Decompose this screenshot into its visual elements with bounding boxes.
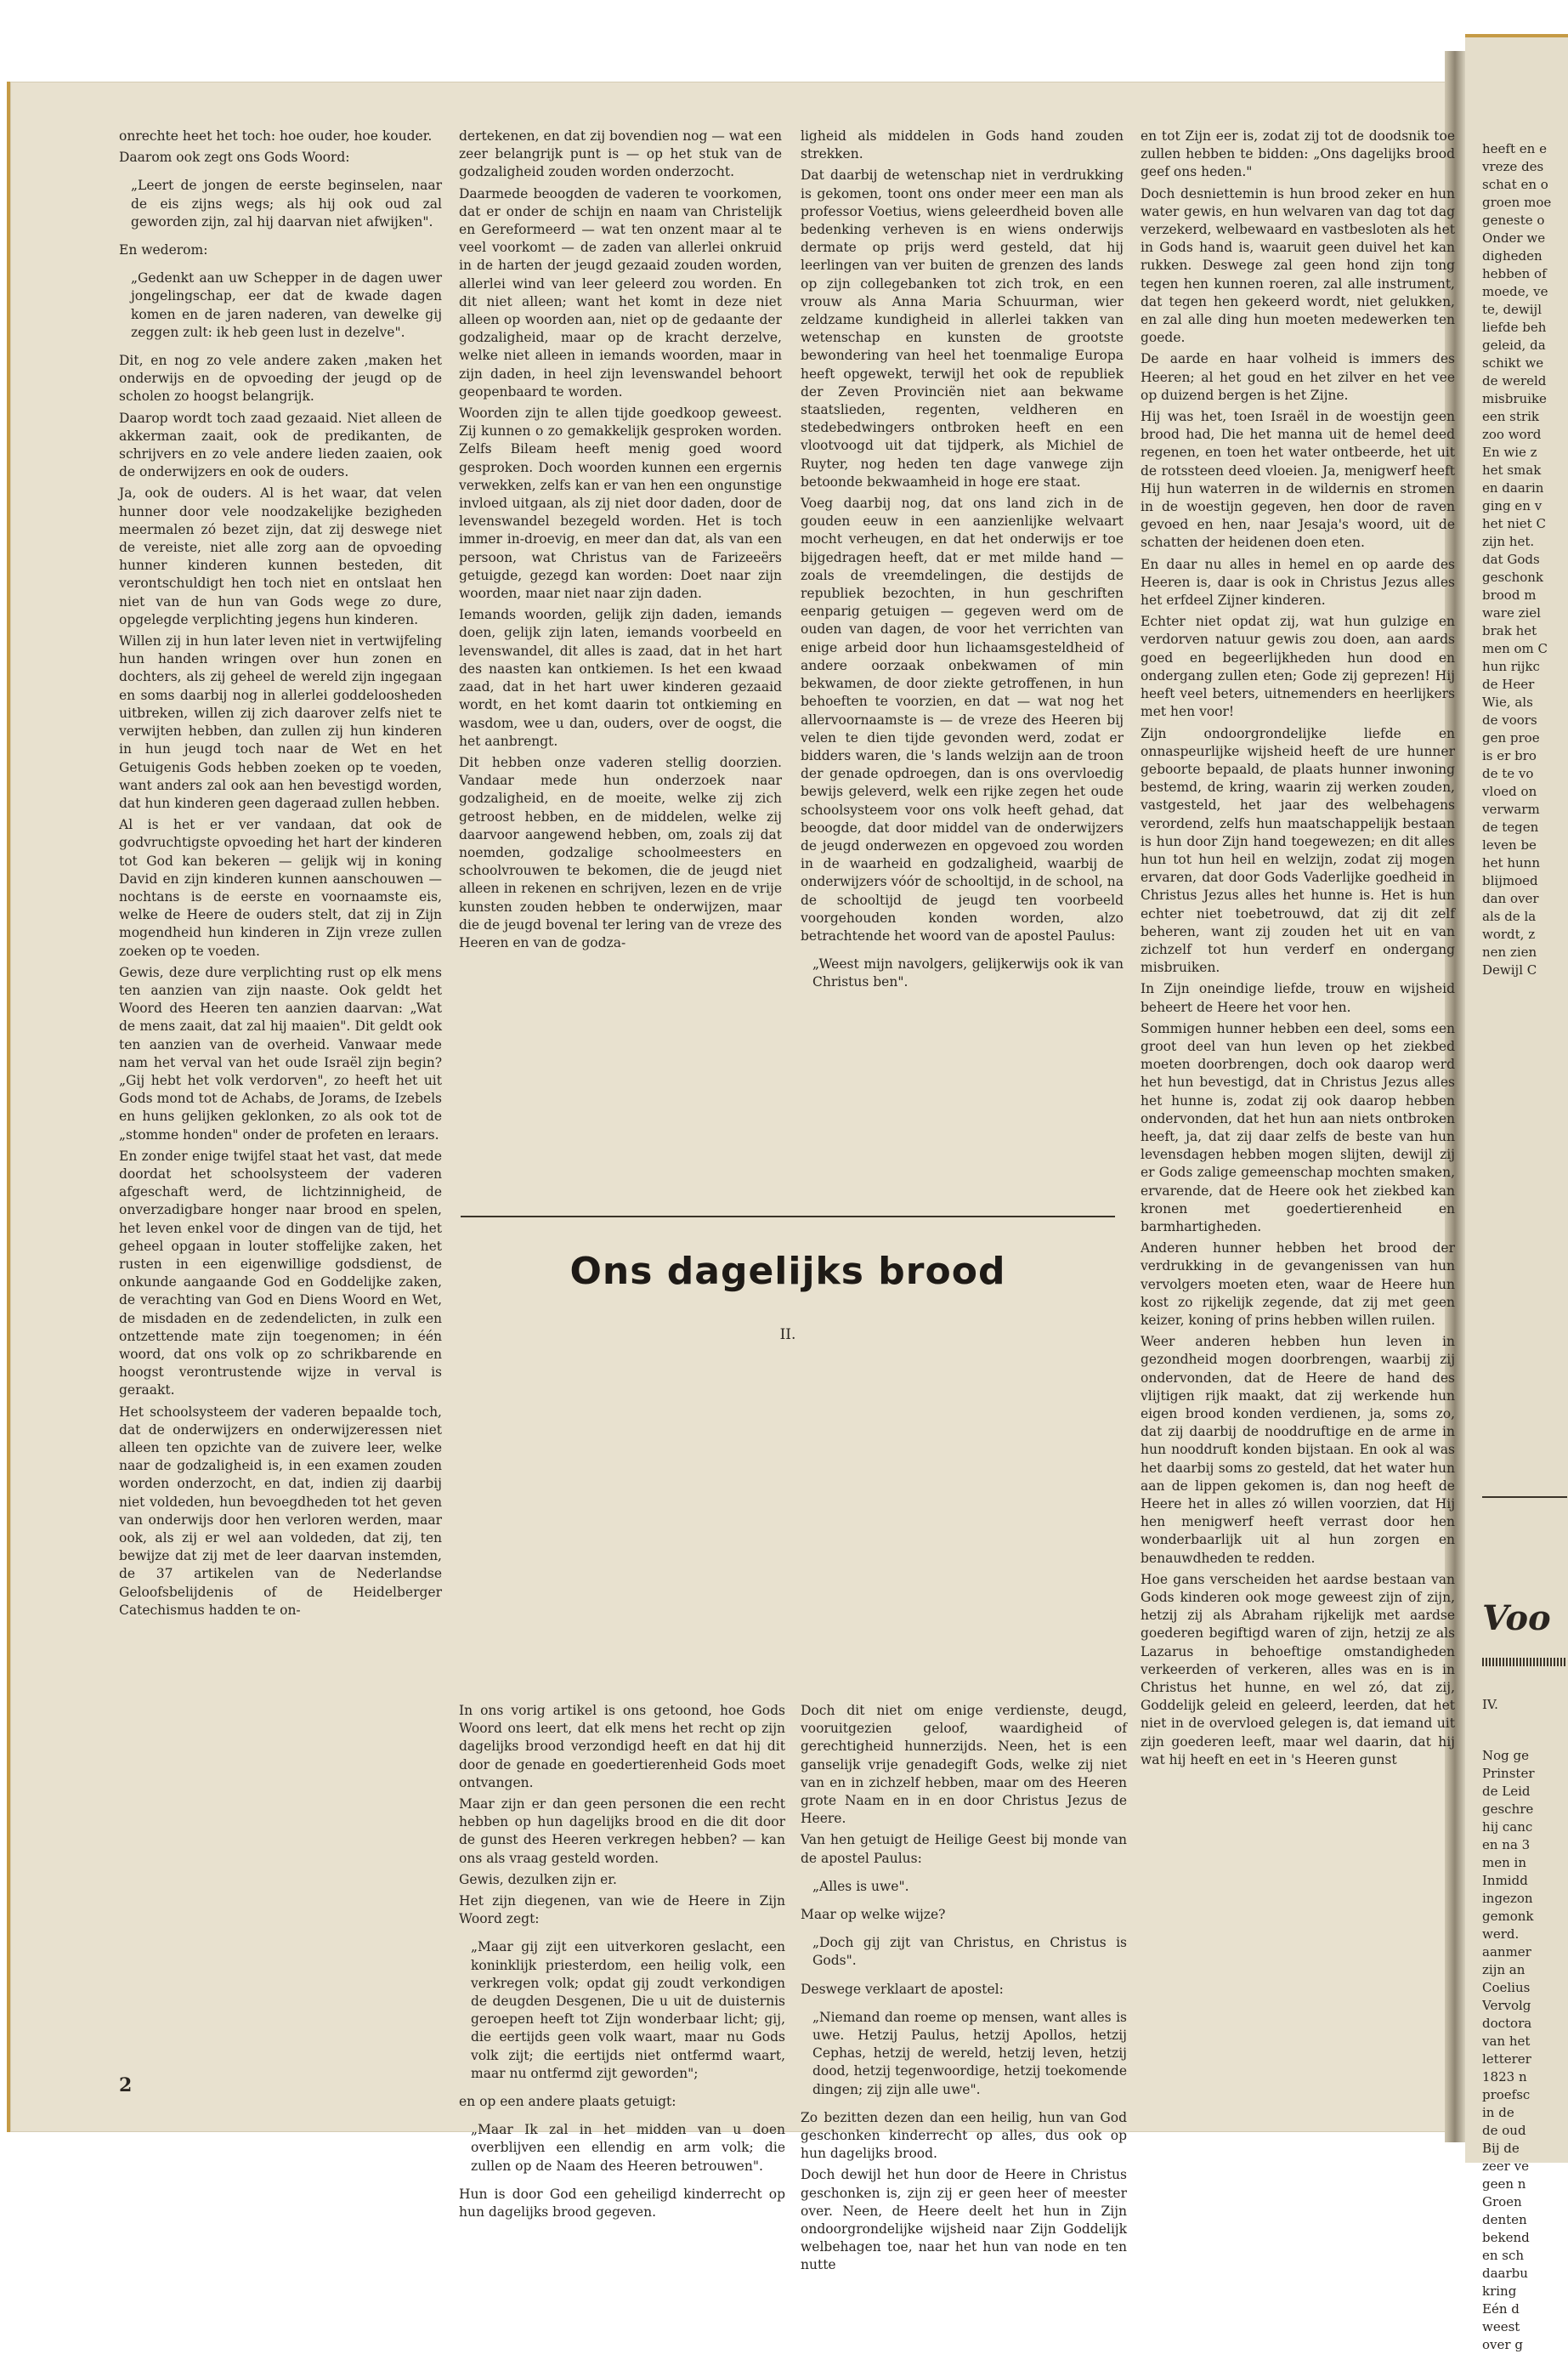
next-page-line: hebben of [1482, 266, 1547, 281]
next-page-line: wordt, z [1482, 927, 1536, 942]
next-page-line: En wie z [1482, 445, 1537, 460]
paragraph: Echter niet opdat zij, wat hun gulzige en verdorven natuur gewis zou doen, aan aards goed en begeerlijkheden hun dood en ondergang zullen eten; Gode zij geprezen! Hij heeft veel beters, uitnemenders en heerlijkers met hen voor! [1141, 614, 1455, 720]
next-page-line: de oud [1482, 2123, 1526, 2138]
paragraph: Al is het er ver vandaan, dat ook de godvruchtigste opvoeding het hart der kinderen tot God kan bekeren — gelijk wij in koning David en zijn kinderen kunnen aanschouwen — nochtans is de eerste en voornaamste eis, welke de Heere de ouders stelt, dat zij in Zijn mogendheid hun kinderen in Zijn vreze zullen zoeken op te voeden. [119, 817, 442, 959]
next-page-line: proefsc [1482, 2087, 1531, 2102]
next-page-line: brak het [1482, 623, 1537, 638]
next-page-line: dat Gods [1482, 552, 1540, 567]
paragraph: Ja, ook de ouders. Al is het waar, dat velen hunner door vele noodzakelijke bezigheden meermalen zó bezet zijn, dat zij deswege niet de vereiste, niet alle zorg aan de opvoeding hunner kinderen kunnen besteden, dit verontschuldigt hen toch niet en ontslaat hen niet van de hun van Gods wege zo dure, opgelegde verplichting jegens hun kinderen. [119, 485, 442, 627]
paragraph: Gewis, deze dure verplichting rust op elk mens ten aanzien van zijn naaste. Ook geldt het Woord des Heeren ten aanzien daarvan: „Wat de mens zaait, dat zal hij maaien". Dit geldt ook ten aanzien van de overheid. Vanwaar mede nam het verval van het oude Israël zijn begin? „Gij hebt het volk verdorven", zo heeft het uit Gods mond tot de Achabs, de Jorams, de Izebels en huns gelijken geklonken, zo als ook tot de „stomme honden" onder de profeten en leraars. [119, 964, 442, 1143]
next-page-line: doctora [1482, 2016, 1532, 2031]
next-page-line: zeer ve [1482, 2158, 1529, 2174]
next-page-line: blijmoed [1482, 873, 1538, 888]
paragraph: „Maar Ik zal in het midden van u doen overblijven een ellendig en arm volk; die zullen op de Naam des Heeren betrouwen". [471, 2122, 785, 2174]
next-page-line: weest [1482, 2319, 1520, 2334]
paragraph: „Doch gij zijt van Christus, en Christus is Gods". [812, 1935, 1127, 1969]
next-page-line: het smak [1482, 462, 1542, 478]
column-1 [119, 128, 442, 1623]
paragraph: „Alles is uwe". [812, 1878, 909, 1894]
next-page-line: de tegen [1482, 820, 1539, 835]
paragraph: „Leert de jongen de eerste beginselen, naar de eis zijns wegs; als hij ook oud zal geworden zijn, zal hij daarvan niet afwijken". [131, 178, 442, 230]
next-page-line: schikt we [1482, 355, 1544, 371]
paragraph: Sommigen hunner hebben een deel, soms een groot deel van hun leven op het ziekbed moeten doorbrengen, doch ook daarop werd het hun bevestigd, dat in Christus Jezus alles het hunne is, zodat zij ook daarop hebben ondervonden, dat het hun aan niets ontbroken heeft, ja, dat zij daar zelfs de beste van hun levensdagen hebben mogen slijten, dewijl zij er Gods zalige gemeenschap mochten smaken, ervarende, dat de Heere ook het ziekbed kan kronen met goedertierenheid en barmhartigheden. [1141, 1020, 1455, 1234]
next-page-line: geen n [1482, 2176, 1526, 2192]
paragraph: Doch dewijl het hun door de Heere in Christus geschonken is, zijn zij er geen heer of meester over. Neen, de Heere deelt het hun in Zijn ondoorgrondelijke wijsheid naar Zijn Goddelijk welbehagen toe, naar het hun van node en ten nutte [801, 2167, 1127, 2273]
next-page-line: moede, ve [1482, 284, 1548, 299]
next-page-line: en daarin [1482, 480, 1544, 496]
next-page-line: nen zien [1482, 944, 1537, 960]
next-page-line: liefde beh [1482, 320, 1547, 335]
paragraph: dertekenen, en dat zij bovendien nog — wat een zeer belangrijk punt is — op het stuk van de godzaligheid zouden worden onderzocht. [459, 128, 782, 180]
next-page-line: de Leid [1482, 1784, 1531, 1799]
next-page-line: vloed on [1482, 784, 1537, 799]
next-page-line: groen moe [1482, 195, 1552, 210]
paragraph: Zo bezitten dezen dan een heilig, hun van God geschonken kinderrecht op alles, dus ook op hun dagelijks brood. [801, 2109, 1127, 2162]
paragraph: Dat daarbij de wetenschap niet in verdrukking is gekomen, toont ons onder meer een man als professor Voetius, wiens geleerdheid boven alle bedenking verheven is en wiens onderwijs dermate op prijs werd gesteld, dat hij leerlingen van ver buiten de grenzen des lands op zijn collegebanken tot zich trok, en een vrouw als Anna Maria Schuurman, wier zeldzame kundigheid in allerlei takken van wetenschap en kunsten de grootste bewondering van heel het toenmalige Europa heeft opgewekt, terwijl het ook de republiek der Zeven Provinciën niet aan bekwame staatslieden, regenten, veldheren en stedebedwingers ontbroken heeft en een vlootvoogd uit dat tijdperk, als Michiel de Ruyter, nog heden ten dage vanwege zijn betoonde bekwaamheid in hoge ere staat. [801, 167, 1124, 490]
next-page-line: de wereld [1482, 373, 1547, 389]
paragraph: Hoe gans verscheiden het aardse bestaan van Gods kinderen ook moge geweest zijn of zijn, hetzij zij als Abraham rijkelijk met aardse goederen begiftigd waren of zijn, hetzij ze als Lazarus in behoeftige omstandigheden verkeerden of verkeren, alles was en is in Christus het hunne, en wel zó, dat zij, Goddelijk geleid en geleerd, leerden, dat het niet in de overvloed gelegen is, dat iemand uit zijn goederen leeft, maar wel daarin, dat hij wat hij heeft en eet in 's Heeren gunst [1141, 1571, 1455, 1767]
next-page-line: de te vo [1482, 766, 1534, 781]
paragraph: „Maar gij zijt een uitverkoren geslacht, een koninklijk priesterdom, een heilig volk, een verkregen volk; opdat gij zoudt verkondigen de deugden Desgenen, Die u uit de duisternis geroepen heeft tot Zijn wonderbaar licht; gij, die eertijds geen volk waart, maar nu Gods volk zijt; die eertijds niet ontfermd waart, maar nu ontfermd zijt geworden"; [471, 1939, 785, 2081]
next-page-line: verwarm [1482, 802, 1540, 817]
next-page-line: de voors [1482, 712, 1537, 728]
paragraph: Maar op welke wijze? [801, 1907, 946, 1923]
next-page-line: Groen [1482, 2194, 1522, 2209]
next-page-line: hun rijkc [1482, 659, 1540, 674]
next-page-line: de Heer [1482, 677, 1535, 692]
paragraph: Deswege verklaart de apostel: [801, 1981, 1004, 1997]
next-page-line: kring [1482, 2283, 1517, 2299]
next-page-line: Bij de [1482, 2141, 1520, 2156]
column-5 [459, 1702, 785, 2225]
next-page-line: het niet C [1482, 516, 1546, 531]
paragraph: „Gedenkt aan uw Schepper in de dagen uwer jongelingschap, eer dat de kwade dagen komen en de jaren naderen, van dewelke gij zeggen zult: ik heb geen lust in dezelve". [131, 270, 442, 340]
next-page-line: geneste o [1482, 213, 1545, 228]
next-page-line: letterer [1482, 2051, 1531, 2067]
paragraph: onrechte heet het toch: hoe ouder, hoe kouder. [119, 128, 433, 144]
next-page-line: digheden [1482, 248, 1543, 264]
paragraph: Voeg daarbij nog, dat ons land zich in de gouden eeuw in een aanzienlijke welvaart mocht verheugen, en dat het onderwijs er toe bijgedragen heeft, dat er met milde hand — zoals de vreemdelingen, die destijds de republiek bezochten, in hun geschriften eenparig getuigen — gegeven werd om de ouden van dagen, de voor het verrichten van enige arbeid door hun lichaamsgesteldheid of andere oorzaak onbekwamen of min bekwamen, de door ziekte getroffenen, in hun behoeften te voorzien, en dat — wat nog het allervoornaamste is — de vreze des Heeren bij velen te dien tijde gevonden werd, zodat er bidders waren, die 's lands welzijn aan de troon der genade opdroegen, dan is ons overvloedig bewijs geleverd, welk een rijke zegen het oude schoolsysteem voor ons volk heeft gehad, dat beoogde, dat door middel van de onderwijzers de jeugd onderwezen en opgevoed zou worden in de waarheid en godzaligheid, waarbij de onderwijzers vóór de schooltijd, in de school, na de schooltijd de jeugd ten voorbeeld voorgehouden konden worden, alzo betrachtende het woord van de apostel Paulus: [801, 496, 1124, 944]
next-page-line: Onder we [1482, 230, 1546, 246]
paragraph: „Weest mijn navolgers, gelijkerwijs ook ik van Christus ben". [812, 956, 1124, 990]
next-page-line: over g [1482, 2337, 1523, 2352]
paragraph: De aarde en haar volheid is immers des Heeren; al het goud en het zilver en het vee op duizend bergen is het Zijne. [1141, 351, 1455, 403]
next-page-line: geschre [1482, 1801, 1534, 1817]
next-page-line: 1823 n [1482, 2069, 1527, 2085]
next-page-text-top [1482, 140, 1567, 979]
next-page-line: gen proe [1482, 730, 1540, 746]
next-page-decorative-bar [1482, 1658, 1567, 1666]
next-page-line: zijn het. [1482, 534, 1535, 549]
paragraph: en op een andere plaats getuigt: [459, 2094, 676, 2110]
next-page-line: daarbu [1482, 2266, 1528, 2281]
paragraph: Doch desniettemin is hun brood zeker en hun water gewis, en hun welvaren van dag tot dag verzekerd, welbewaard en vastbesloten als het in Gods hand is, waaruit geen duivel het kan rukken. Deswege zal geen hond zijn tong tegen hen kunnen roeren, zal alle instrument, dat tegen hen gekeerd wordt, niet gelukken, en zal alle ding hun moeten medewerken ten goede. [1141, 185, 1455, 346]
paragraph: Doch dit niet om enige verdienste, deugd, vooruitgezien geloof, waardigheid of gerechtigheid hunnerzijds. Neen, het is een ganselijk vrije genadegift Gods, welke zij niet van en in zichzelf hebben, maar om des Heeren grote Naam en in en door Christus Jezus de Heere. [801, 1703, 1127, 1827]
next-page-line: heeft en e [1482, 141, 1547, 156]
next-page-line: aanmer [1482, 1944, 1531, 1960]
paragraph: Hij was het, toen Israël in de woestijn geen brood had, Die het manna uit de hemel deed regenen, en toen het water ontbeerde, het uit de rotssteen deed vloeien. Ja, menigwerf heeft Hij hun waterren in de wildernis en stromen in de woestijn gegeven, hen door de raven gevoed en hen, naar Jesaja's woord, uit de schatten der heidenen doen eten. [1141, 409, 1455, 551]
paragraph: Hun is door God een geheiligd kinderrecht op hun dagelijks brood gegeven. [459, 2186, 785, 2221]
next-page-rule [1482, 1496, 1567, 1498]
paragraph: Het zijn diegenen, van wie de Heere in Zijn Woord zegt: [459, 1893, 785, 1927]
next-page-text-bottom [1482, 1747, 1567, 2354]
paragraph: Gewis, dezulken zijn er. [459, 1871, 617, 1887]
next-page-line: Coelius [1482, 1980, 1531, 1995]
paragraph: En daar nu alles in hemel en op aarde des Heeren is, daar is ook in Christus Jezus alles het erfdeel Zijner kinderen. [1141, 556, 1455, 609]
next-page-line: Nog ge [1482, 1748, 1530, 1763]
next-page-line: brood m [1482, 587, 1537, 603]
paragraph: In Zijn oneindige liefde, trouw en wijsheid beheert de Heere het voor hen. [1141, 981, 1455, 1015]
next-page-line: men in [1482, 1855, 1526, 1870]
next-page-line: hij canc [1482, 1819, 1533, 1835]
next-page-line: denten [1482, 2212, 1527, 2227]
column-4 [1141, 128, 1455, 1773]
paragraph: Zijn ondoorgrondelijke liefde en onnaspeurlijke wijsheid heeft de ure hunner geboorte bepaald, de plaats hunner inwoning bestemd, de kring, waarin zij werken zouden, vastgesteld, het jaar des welbehagens verordend, zelfs hun maatschappelijk bestaan is hun door Zijn hand toegewezen; en dit alles hun tot hun heil en welzijn, zodat zij mogen ervaren, dat door Gods Vaderlijke goedheid in Christus Jezus alles het hunne is. Het is hun echter niet toebetrouwd, dat zij dit zelf beheren, want zij zouden het uit en van zichzelf tot hun verderf en ondergang misbruiken. [1141, 725, 1455, 976]
column-2 [459, 128, 782, 956]
paragraph: „Niemand dan roeme op mensen, want alles is uwe. Hetzij Paulus, hetzij Apollos, hetzij Cephas, hetzij de wereld, hetzij leven, hetzij dood, hetzij tegenwoordige, hetzij toekomende dingen; zij zijn alle uwe". [812, 2009, 1127, 2097]
paragraph: Maar zijn er dan geen personen die een recht hebben op hun dagelijks brood en die dit door de gunst des Heeren verkregen hebben? — kan ons als vraag gesteld worden. [459, 1796, 785, 1866]
paragraph: Dit, en nog zo vele andere zaken ,maken het onderwijs en de opvoeding der jeugd op de scholen zo hoogst belangrijk. [119, 353, 442, 405]
next-page-line: een strik [1482, 409, 1539, 424]
next-page-line: Dewijl C [1482, 962, 1537, 978]
next-page-line: Vervolg [1482, 1998, 1531, 2013]
next-page-line: in de [1482, 2105, 1514, 2120]
section-rule [461, 1216, 1115, 1217]
next-page-line: misbruike [1482, 391, 1547, 406]
next-page-line: en na 3 [1482, 1837, 1531, 1852]
column-3 [801, 128, 1124, 1002]
next-page-line: Eén d [1482, 2301, 1520, 2317]
next-page-line: zijn an [1482, 1962, 1526, 1977]
paragraph: En zonder enige twijfel staat het vast, dat mede doordat het schoolsysteem der vaderen afgeschaft werd, de lichtzinnigheid, de onverzadigbare honger naar brood en spelen, het leven enkel voor de dingen van de tijd, het geheel opgaan in louter stoffelijke zaken, het rusten in een eigenwillige godsdienst, de onkunde aangaande God en Goddelijke zaken, de verachting van God en Diens Woord en Wet, de misdaden en de zedendelicten, in zulk een ontzettende mate zijn toegenomen; in één woord, dat ons volk op zo schrikbarende en hoogst verontrustende wijze in verval is geraakt. [119, 1148, 442, 1398]
next-page-line: geschonk [1482, 570, 1544, 585]
page-number: 2 [119, 2074, 133, 2096]
paragraph: Daarop wordt toch zaad gezaaid. Niet alleen de akkerman zaait, ook de predikanten, de schrijvers en zo vele andere lieden zaaien, ook de onderwijzers en ook de ouders. [119, 410, 442, 480]
paragraph: en tot Zijn eer is, zodat zij tot de doodsnik toe zullen hebben te bidden: „Ons dagelijks brood geef ons heden." [1141, 128, 1455, 180]
paragraph: Van hen getuigt de Heilige Geest bij monde van de apostel Paulus: [801, 1832, 1127, 1866]
paragraph: Iemands woorden, gelijk zijn daden, iemands doen, gelijk zijn laten, iemands voorbeeld en levenswandel, dit alles is zaad, dat in het hart des naasten kan ontkiemen. Is het een kwaad zaad, dat in het hart uwer kinderen gezaaid wordt, en het komt daarin tot ontkieming en wasdom, wee u dan, ouders, over de oogst, die het aanbrengt. [459, 607, 782, 749]
next-page-line: als de la [1482, 909, 1537, 924]
paragraph: En wederom: [119, 242, 208, 258]
next-page-section: IV. [1482, 1697, 1498, 1712]
paragraph: In ons vorig artikel is ons getoond, hoe Gods Woord ons leert, dat elk mens het recht op zijn dagelijks brood verzondigd heeft en dat hij dit door de genade en goedertierenheid Gods moet ontvangen. [459, 1703, 785, 1790]
paragraph: Woorden zijn te allen tijde goedkoop geweest. Zij kunnen o zo gemakkelijk gesproken worden. Zelfs Bileam heeft menig goed woord gesproken. Doch woorden kunnen een ergernis verwekken, zelfs kan er van hen een ongunstige invloed uitgaan, als zij niet door daden, door de levenswandel bezegeld worden. Het is toch immer in-droevig, en meer dan dat, als van een persoon, wat Christus van de Farizeeërs getuigde, gezegd kan worden: Doet naar zijn woorden, maar niet naar zijn daden. [459, 406, 782, 602]
next-page-line: gemonk [1482, 1909, 1534, 1924]
article-title: Ons dagelijks brood [569, 1250, 1006, 1293]
paragraph: Daarmede beoogden de vaderen te voorkomen, dat er onder de schijn en naam van Christelijk en Gereformeerd — wat ten onzent maar al te veel voorkomt — de zaden van allerlei onkruid in de harten der jeugd gezaaid zouden worden, allerlei wind van leer geleerd zou worden. En dit niet alleen; want het komt in deze niet alleen op woorden aan, niet op de gedaante der godzaligheid, maar op de kracht derzelve, welke niet alleen in iemands woorden, maar in zijn daden, in heel zijn levenswandel behoort geopenbaard te worden. [459, 185, 782, 400]
next-page-line: van het [1482, 2034, 1531, 2049]
next-page-line: men om C [1482, 641, 1548, 656]
article-part: II. [779, 1326, 796, 1343]
next-page-line: zoo word [1482, 427, 1542, 442]
next-page-line: schat en o [1482, 177, 1548, 192]
paragraph: Willen zij in hun later leven niet in vertwijfeling hun handen wringen over hun zonen en dochters, als zij geheel de wereld zijn ingegaan en soms daarbij nog in allerlei goddeloosheden uitbreken, willen zij zich daarover zelfs niet te verwijten hebben, dan zullen zij hun kinderen in hun jeugd toch naar de Wet en het Getuigenis Gods hebben zoeken op te voeden, want anders zal ook aan hen bevestigd worden, dat hun kinderen geen dageraad zullen hebben. [119, 633, 442, 811]
paragraph: Het schoolsysteem der vaderen bepaalde toch, dat de onderwijzers en onderwijzeressen niet alleen ten opzichte van de zuivere leer, welke naar de godzaligheid is, in een examen zouden worden onderzocht, en dat, indien zij daarbij niet voldeden, hun bevoegdheden tot het geven van onderwijs door hen verloren werden, maar ook, als zij er wel aan voldeden, dat zij, ten bewijze dat zij met de leer daarvan instemden, de 37 artikelen van de Nederlandse Geloofsbelijdenis of de Heidelberger Catechismus hadden te on- [119, 1404, 442, 1618]
next-page-line: Prinster [1482, 1766, 1535, 1781]
paragraph: Weer anderen hebben hun leven in gezondheid mogen doorbrengen, waarbij zij ondervonden, dat de Heere de hand des vlijtigen rijk maakt, dat zij werkende hun eigen brood konden verdienen, ja, soms zo, dat zij daarbij de nooddruftige en de arme in hun nooddruft konden bijstaan. En ook al was het daarbij soms zo gesteld, dat het water hun aan de lippen gekomen is, dan nog heeft de Heere het in alles zó willen voorzien, dat Hij hen menigwerf heeft verrast door hen wonderbaarlijk uit al hun zorgen en benauwdheden te redden. [1141, 1334, 1455, 1566]
next-page-line: vreze des [1482, 159, 1544, 174]
next-page-line: Wie, als [1482, 695, 1533, 710]
next-page-line: ware ziel [1482, 605, 1541, 621]
next-page-line: ingezon [1482, 1891, 1533, 1906]
next-page-line: geleid, da [1482, 338, 1546, 353]
next-page-line: werd. [1482, 1926, 1520, 1942]
paragraph: Dit hebben onze vaderen stellig doorzien. Vandaar mede hun onderzoek naar godzaligheid, en de moeite, welke zij zich getroost hebben, en de middelen, welke zij daarvoor aangewend hebben, om, zoals zij dat noemden, godzalige schoolmeesters en schoolvrouwen te bekomen, die de jeugd niet alleen in rekenen en schrijven, lezen en de vrije kunsten zouden hebben te onderwijzen, maar die de jeugd bovenal ter lering van de vreze des Heeren en van de godza- [459, 754, 782, 950]
next-page-line: ging en v [1482, 498, 1543, 513]
next-page-line: leven be [1482, 837, 1537, 853]
next-page-line: is er bro [1482, 748, 1537, 763]
next-page-line: te, dewijl [1482, 302, 1543, 317]
paragraph: ligheid als middelen in Gods hand zouden strekken. [801, 128, 1124, 162]
next-page-line: en sch [1482, 2248, 1525, 2263]
next-page-title: Voo [1482, 1598, 1551, 1638]
next-page-line: het hunn [1482, 855, 1540, 871]
column-6 [801, 1702, 1127, 2278]
next-page-line: bekend [1482, 2230, 1530, 2245]
next-page-line: dan over [1482, 891, 1539, 906]
paragraph: Anderen hunner hebben het brood der verdrukking in de gevangenissen van hun vervolgers moeten eten, waar de Heere hun kost zo rijkelijk zegende, dat zij met geen keizer, koning of prins hebben willen ruilen. [1141, 1240, 1455, 1328]
paragraph: Daarom ook zegt ons Gods Woord: [119, 150, 350, 166]
next-page-line: Inmidd [1482, 1873, 1528, 1888]
